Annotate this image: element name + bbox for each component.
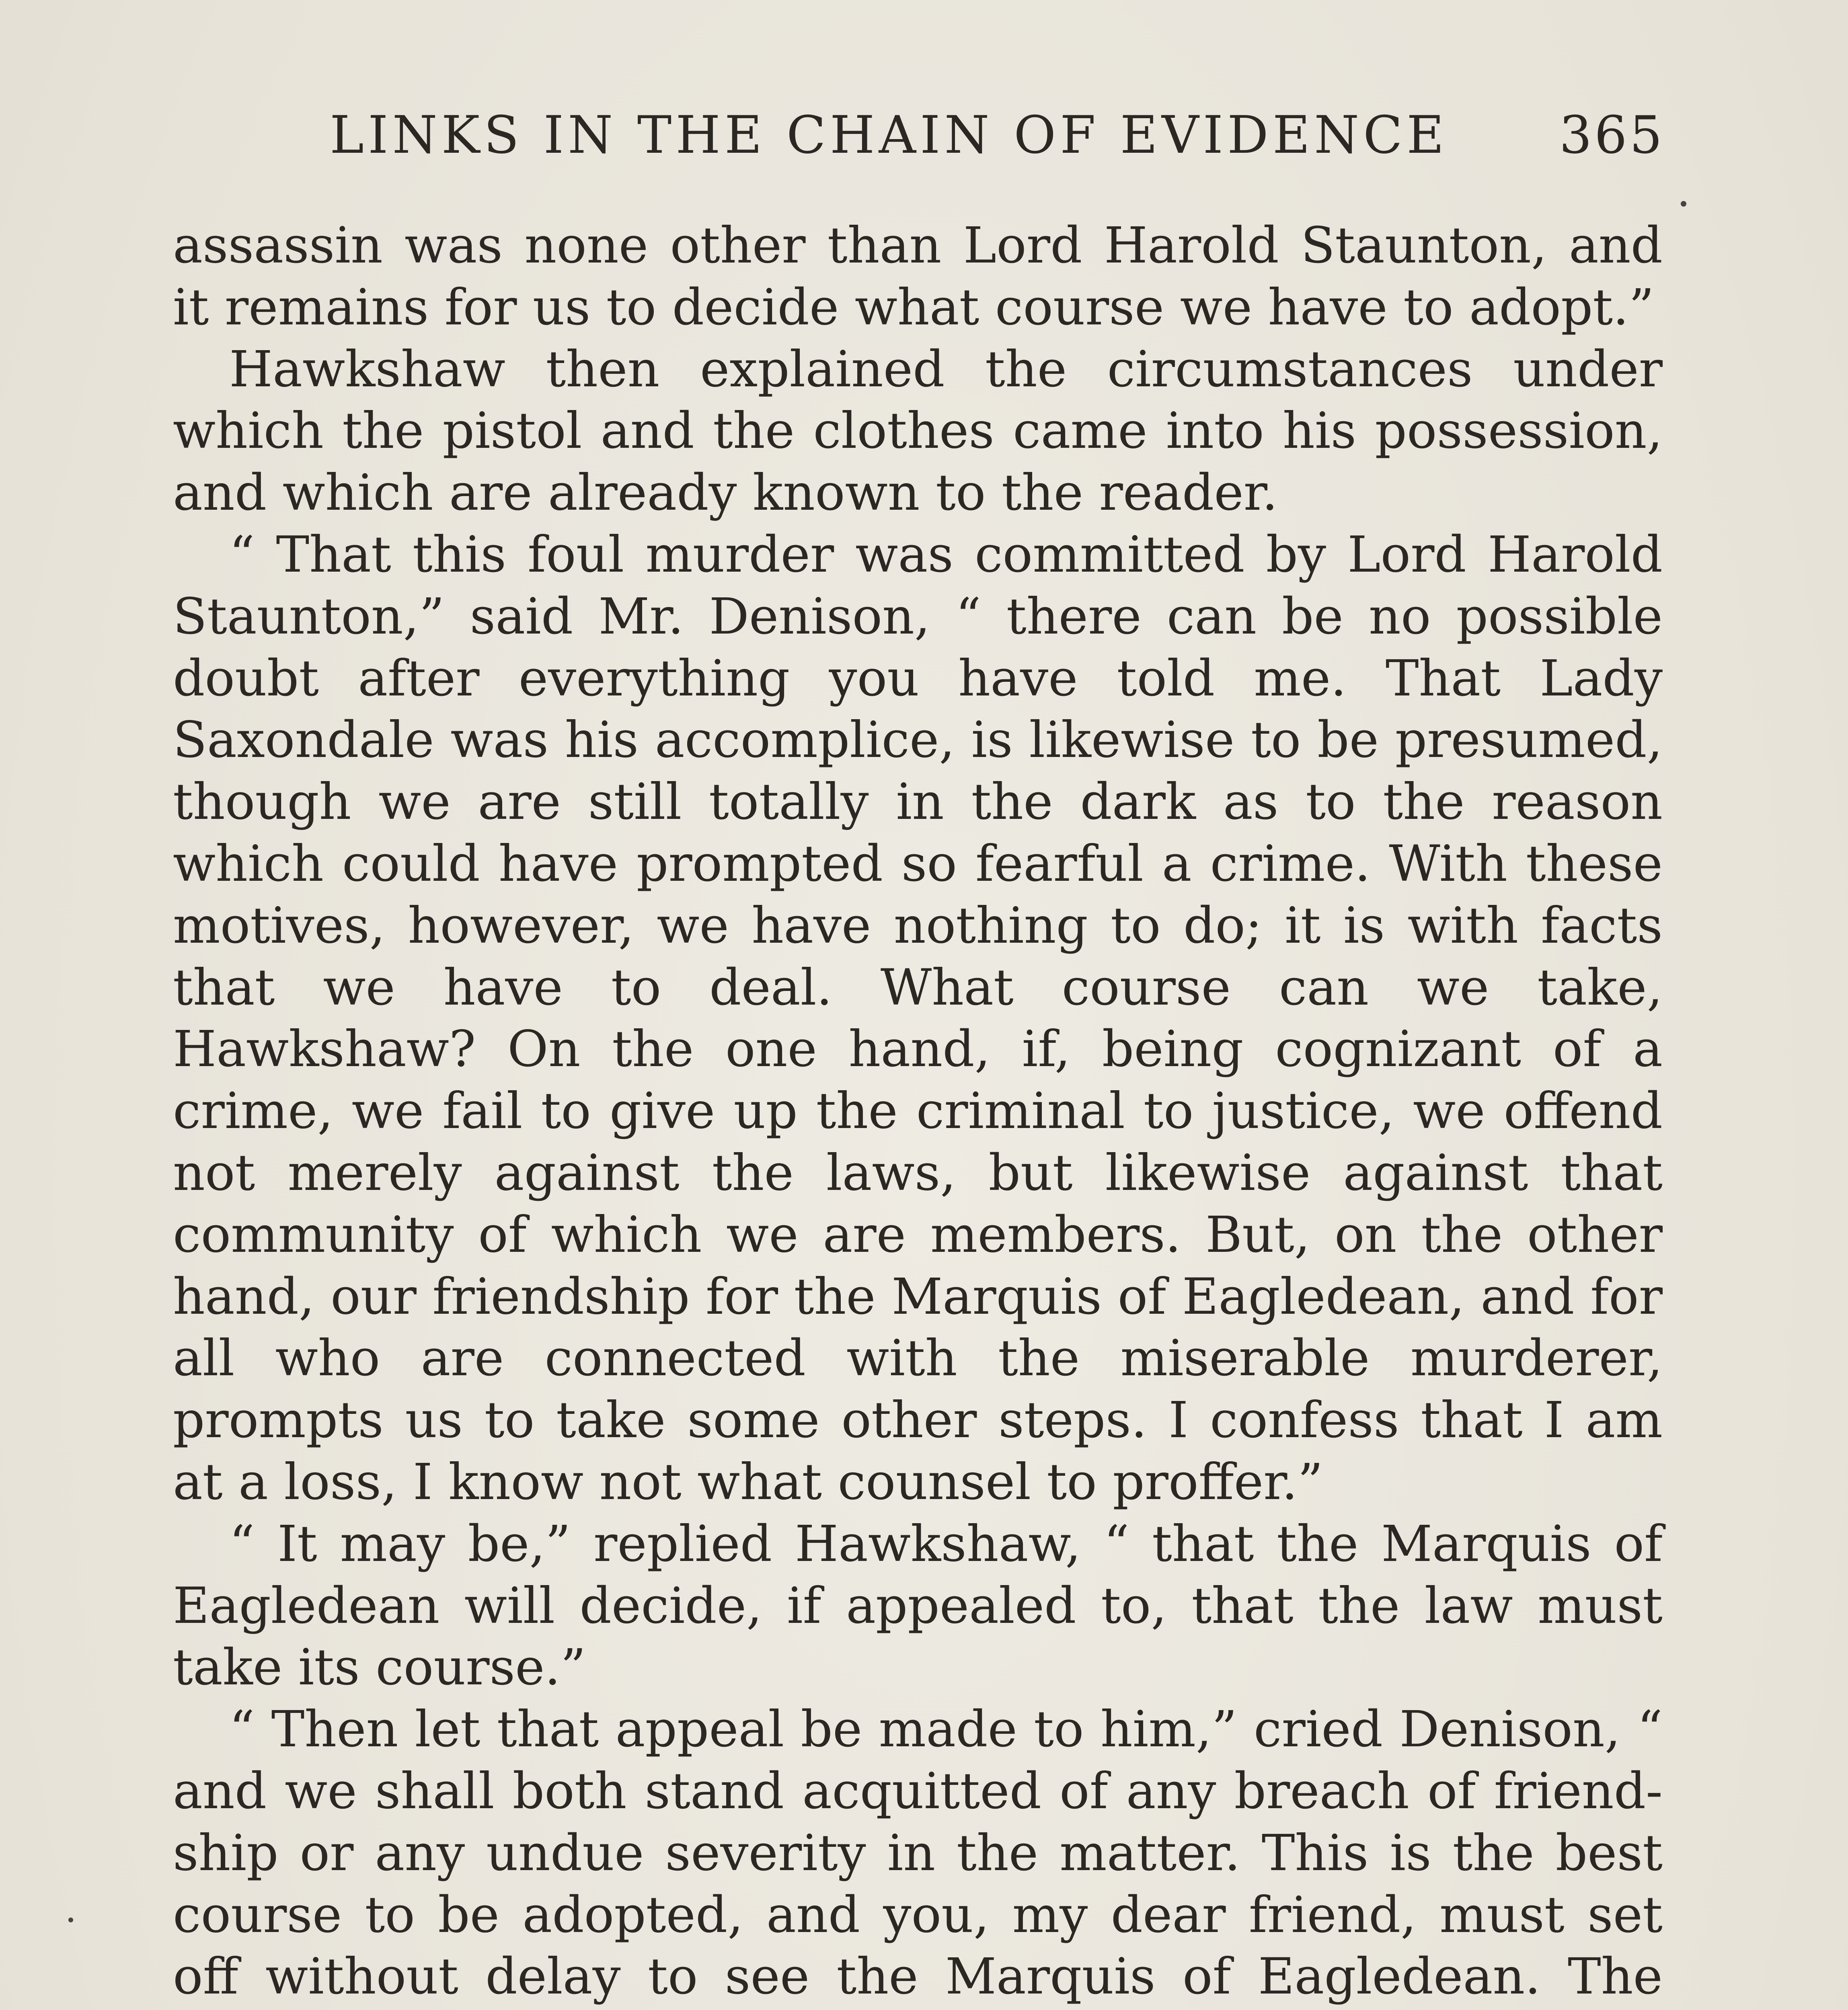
paragraph: “ It may be,” replied Hawkshaw, “ that the Marquis of Eagledean will decide, if appealed to, that the law must take its course.” <box>173 1515 1663 1697</box>
print-speck <box>1681 201 1686 207</box>
page-number: 365 <box>1559 105 1665 165</box>
paragraph-continued: assassin was none other than Lord Harold Staunton, and it remains for us to decide what course we have to adopt.” <box>173 217 1663 336</box>
running-header <box>330 105 1665 182</box>
print-speck <box>68 1918 73 1922</box>
running-title: LINKS IN THE CHAIN OF EVIDENCE <box>330 105 1448 165</box>
paragraph: “ Then let that appeal be made to him,” cried Denison, “ and we shall both stand acquitted of any breach of friendship or any undue severity in the matter. This is the best course to be adopted, and you, my dear friend, must set off without delay to see the Marquis of Eagledean. The <box>173 1700 1663 2006</box>
paragraph: Hawkshaw then explained the circumstances under which the pistol and the clothes came into his possession, and which are already known to the reader. <box>173 340 1663 522</box>
paragraph: “ That this foul murder was committed by Lord Harold Staunton,” said Mr. Denison, “ there can be no possible doubt after everything you have told me. That Lady Saxondale was his accomplice, is likewise to be presumed, though we are still totally in the dark as to the reason which could have prompted so fearful a crime. With these motives, however, we have nothing to do; it is with facts that we have to deal. What course can we take, Hawkshaw? On the one hand, if, being cognizant of a crime, we fail to give up the criminal to justice, we offend not merely against the laws, but likewise against that community of which we are members. But, on the other hand, our friendship for the Marquis of Eagledean, and for all who are connected with the miserable murderer, prompts us to take some other steps. I confess that I am at a loss, I know not what counsel to proffer.” <box>173 525 1663 1511</box>
body-text <box>173 215 1663 2010</box>
